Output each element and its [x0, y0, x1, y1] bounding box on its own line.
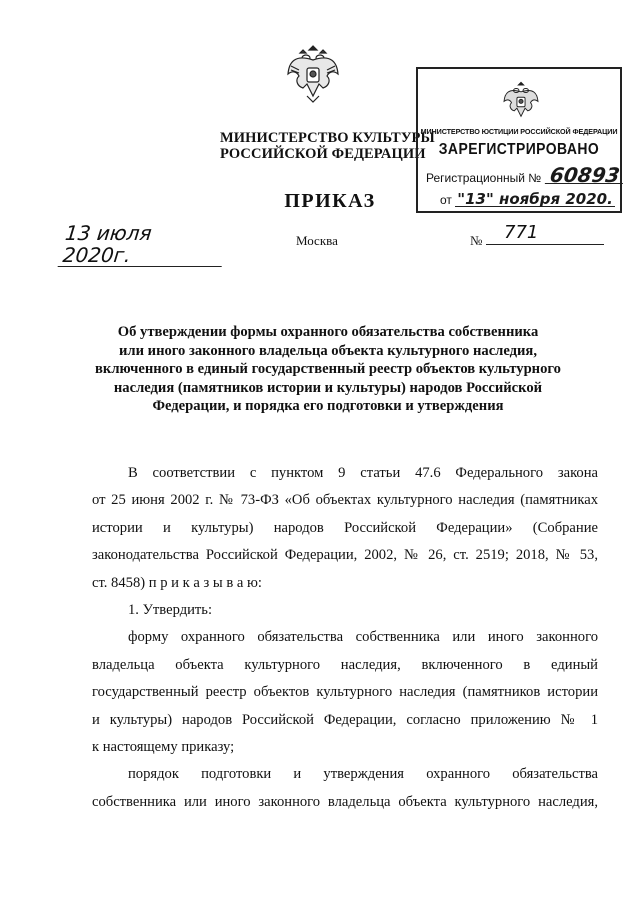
- order-number: 771: [486, 222, 604, 245]
- body-line: порядок подготовки и утверждения охранного обязательства: [128, 766, 598, 783]
- regnum-label: Регистрационный №: [426, 171, 542, 185]
- body-line: от 25 июня 2002 г. № 73-ФЗ «Об объектах культурного наследия (памятниках: [92, 492, 598, 509]
- stamp-date: [440, 192, 620, 207]
- subject-line: наследия (памятников истории и культуры) народов Российской: [113, 379, 543, 396]
- stamp-registered: ЗАРЕГИСТРИРОВАНО: [438, 141, 600, 158]
- body-line: истории и культуры) народов Российской Федерации» (Собрание: [92, 519, 598, 536]
- body-line: государственный реестр объектов культурного наследия (памятников истории: [92, 684, 598, 701]
- subject-line: Федерации, и порядка его подготовки и утверждения: [152, 398, 504, 415]
- order-place: Москва: [296, 233, 338, 248]
- stamp-date-prefix: от: [440, 193, 452, 207]
- order-body: [92, 460, 598, 816]
- ministry-line-1: МИНИСТЕРСТВО КУЛЬТУРЫ: [220, 130, 435, 146]
- item-heading: 1. Утвердить:: [128, 602, 213, 619]
- coat-of-arms-icon: [285, 40, 341, 104]
- ministry-line-2: РОССИЙСКОЙ ФЕДЕРАЦИИ: [220, 146, 426, 162]
- body-line: В соответствии с пунктом 9 статьи 47.6 Федерального закона: [128, 465, 598, 481]
- order-number-label: №: [470, 233, 483, 248]
- body-line: владельца объекта культурного наследия, включенного в единый: [92, 656, 598, 673]
- registration-stamp: [416, 67, 622, 213]
- body-line: собственника или иного законного владельца объекта культурного наследия,: [92, 793, 598, 810]
- body-line: к настоящему приказу;: [92, 739, 235, 756]
- subject-line: включенного в единый государственный реестр объектов культурного: [95, 361, 561, 378]
- order-title: ПРИКАЗ: [284, 190, 376, 212]
- body-line: ст. 8458) п р и к а з ы в а ю:: [92, 574, 262, 591]
- stamp-registration-number: [426, 163, 622, 187]
- body-line: законодательства Российской Федерации, 2002, № 26, ст. 2519; 2018, № 53,: [92, 547, 598, 564]
- order-subject: [88, 323, 568, 416]
- stamp-date-value: "13" ноября 2020.: [457, 190, 613, 208]
- subject-line: Об утверждении формы охранного обязательства собственника: [117, 324, 539, 340]
- body-line: форму охранного обязательства собственника или иного законного: [128, 629, 598, 646]
- ministry-name: [220, 130, 435, 162]
- order-date: 13 июля 2020г.: [58, 222, 227, 267]
- subject-line: или иного законного владельца объекта культурного наследия,: [119, 342, 537, 359]
- stamp-coat-of-arms-icon: [502, 77, 540, 123]
- body-line: и культуры) народов Российской Федерации, согласно приложению № 1: [92, 711, 598, 728]
- regnum-value: 60893: [545, 167, 625, 184]
- stamp-ministry: МИНИСТЕРСТВО ЮСТИЦИИ РОССИЙСКОЙ ФЕДЕРАЦИИ: [420, 127, 618, 136]
